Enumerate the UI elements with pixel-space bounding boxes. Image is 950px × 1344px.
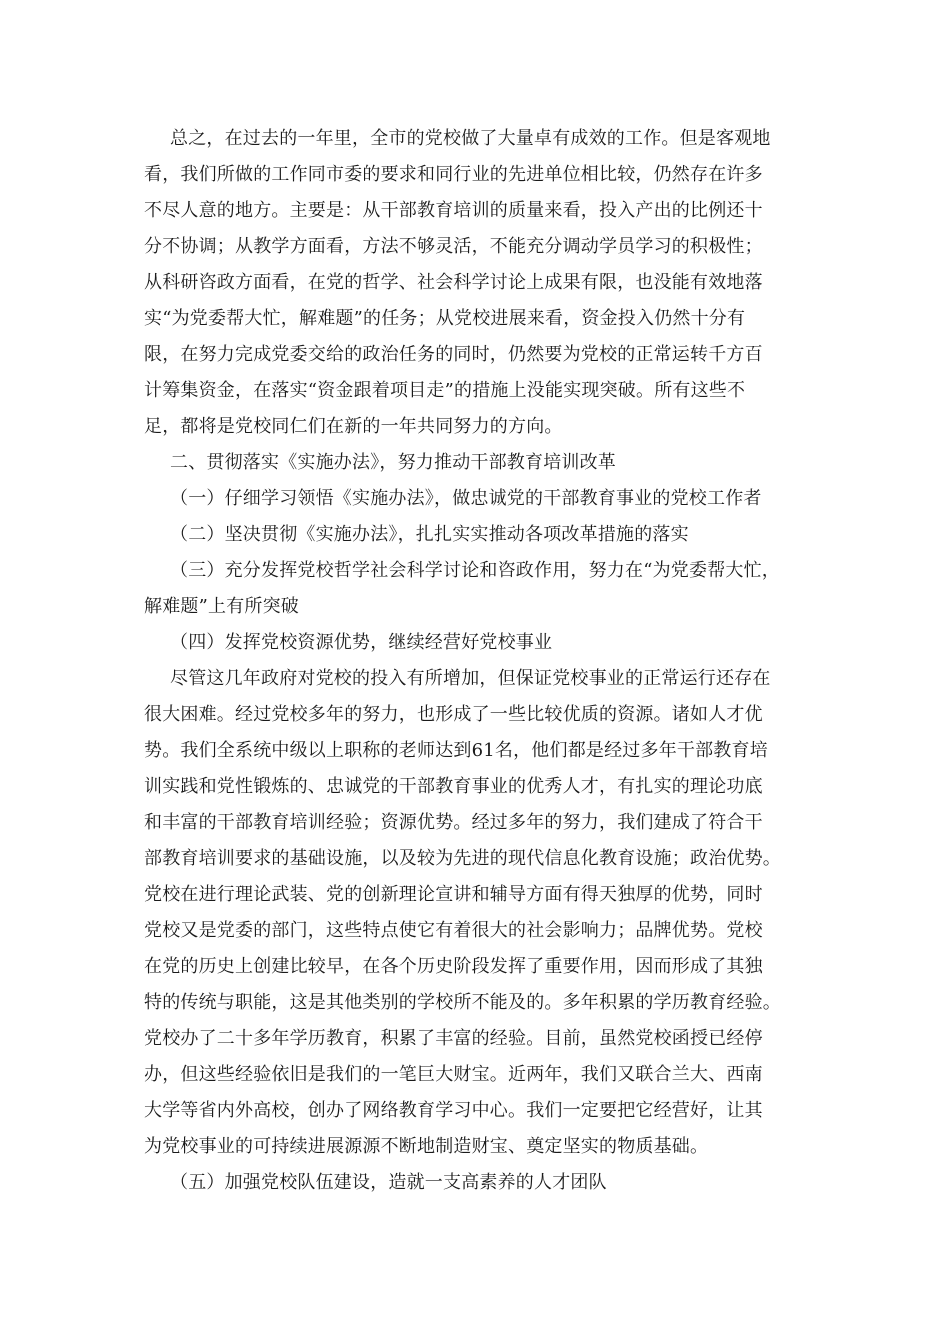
paragraph-line: 党校又是党委的部门，这些特点使它有着很大的社会影响力；品牌优势。党校 bbox=[144, 920, 763, 941]
paragraph-line: 看，我们所做的工作同市委的要求和同行业的先进单位相比较，仍然存在许多 bbox=[144, 164, 763, 185]
paragraph-line: 势。我们全系统中级以上职称的老师达到61名，他们都是经过多年干部教育培 bbox=[144, 740, 768, 761]
paragraph-line: 很大困难。经过党校多年的努力，也形成了一些比较优质的资源。诸如人才优 bbox=[144, 704, 763, 725]
paragraph-line: 和丰富的干部教育培训经验；资源优势。经过多年的努力，我们建成了符合干 bbox=[144, 812, 763, 833]
subsection-heading: （四）发挥党校资源优势，继续经营好党校事业 bbox=[170, 632, 553, 653]
subsection-heading: （三）充分发挥党校哲学社会科学讨论和咨政作用，努力在“为党委帮大忙， bbox=[170, 560, 780, 581]
subsection-heading: （五）加强党校队伍建设，造就一支高素养的人才团队 bbox=[170, 1172, 607, 1193]
paragraph-line: 不尽人意的地方。主要是：从干部教育培训的质量来看，投入产出的比例还十 bbox=[144, 200, 763, 221]
paragraph-line: 限，在努力完成党委交给的政治任务的同时，仍然要为党校的正常运转千方百 bbox=[144, 344, 763, 365]
section-heading: 二、贯彻落实《实施办法》，努力推动干部教育培训改革 bbox=[170, 452, 616, 473]
paragraph-line: 分不协调；从教学方面看，方法不够灵活，不能充分调动学员学习的积极性； bbox=[144, 236, 763, 257]
paragraph-line: 部教育培训要求的基础设施，以及较为先进的现代信息化教育设施；政治优势。 bbox=[144, 848, 781, 869]
paragraph-line: 足，都将是党校同仁们在新的一年共同努力的方向。 bbox=[144, 416, 563, 437]
paragraph-line: 计筹集资金，在落实“资金跟着项目走”的措施上没能实现突破。所有这些不 bbox=[144, 380, 746, 401]
paragraph-line: 办，但这些经验依旧是我们的一笔巨大财宝。近两年，我们又联合兰大、西南 bbox=[144, 1064, 763, 1085]
subsection-heading: （一）仔细学习领悟《实施办法》，做忠诚党的干部教育事业的党校工作者 bbox=[170, 488, 762, 509]
paragraph-line: 大学等省内外高校，创办了网络教育学习中心。我们一定要把它经营好，让其 bbox=[144, 1100, 763, 1121]
paragraph-line: 党校在进行理论武装、党的创新理论宣讲和辅导方面有得天独厚的优势，同时 bbox=[144, 884, 763, 905]
paragraph-line: 尽管这几年政府对党校的投入有所增加，但保证党校事业的正常运行还存在 bbox=[170, 668, 771, 689]
paragraph-line: 为党校事业的可持续进展源源不断地制造财宝、奠定坚实的物质基础。 bbox=[144, 1136, 709, 1157]
paragraph-line: 从科研咨政方面看，在党的哲学、社会科学讨论上成果有限，也没能有效地落 bbox=[144, 272, 763, 293]
paragraph-line: 党校办了二十多年学历教育，积累了丰富的经验。目前，虽然党校函授已经停 bbox=[144, 1028, 763, 1049]
paragraph-line: 总之，在过去的一年里，全市的党校做了大量卓有成效的工作。但是客观地 bbox=[170, 128, 771, 149]
paragraph-line: 特的传统与职能，这是其他类别的学校所不能及的。多年积累的学历教育经验。 bbox=[144, 992, 781, 1013]
paragraph-line: 实“为党委帮大忙，解难题”的任务；从党校进展来看，资金投入仍然十分有 bbox=[144, 308, 746, 329]
subsection-heading-continued: 解难题”上有所突破 bbox=[144, 596, 300, 617]
paragraph-line: 训实践和党性锻炼的、忠诚党的干部教育事业的优秀人才，有扎实的理论功底 bbox=[144, 776, 763, 797]
paragraph-line: 在党的历史上创建比较早，在各个历史阶段发挥了重要作用，因而形成了其独 bbox=[144, 956, 763, 977]
subsection-heading: （二）坚决贯彻《实施办法》，扎扎实实推动各项改革措施的落实 bbox=[170, 524, 689, 545]
